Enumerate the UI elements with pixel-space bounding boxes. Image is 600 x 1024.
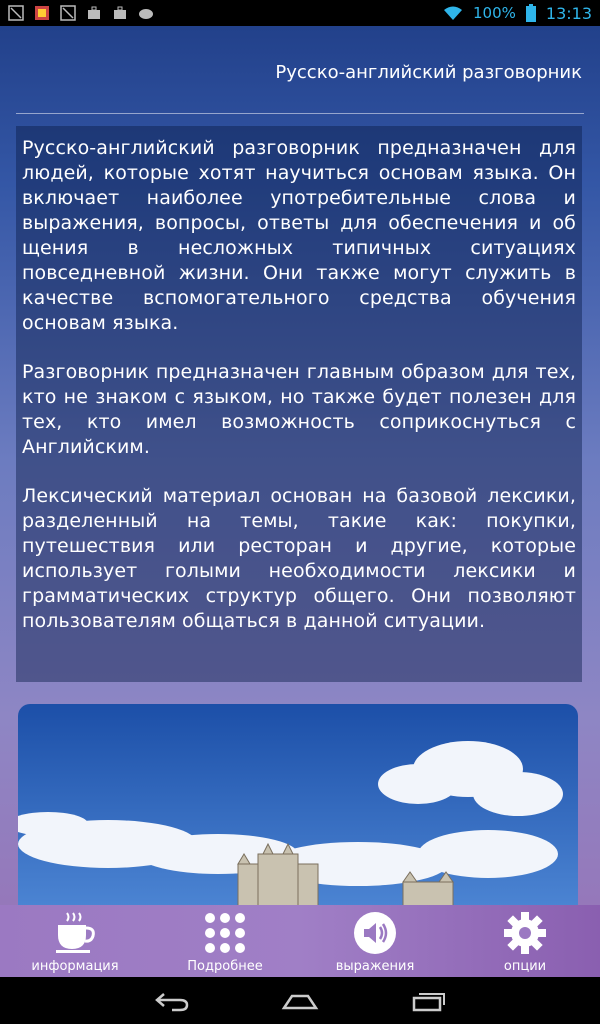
gear-icon — [503, 911, 547, 955]
grid-dots-icon — [203, 911, 247, 955]
notification-icon — [8, 5, 24, 21]
nav-item-more[interactable] — [150, 905, 300, 977]
coffee-cup-icon — [53, 911, 97, 955]
nav-label: Подробнее — [187, 959, 263, 974]
description-panel — [16, 126, 582, 682]
nav-label: выражения — [335, 959, 415, 974]
gamepad-icon — [138, 5, 154, 21]
nav-item-info[interactable] — [0, 905, 150, 977]
back-icon[interactable] — [154, 990, 190, 1012]
app-icon — [34, 5, 50, 21]
london-photo — [18, 704, 578, 914]
page-title: Русско-английский разговорник — [275, 62, 582, 83]
clock: 13:13 — [545, 3, 592, 23]
description-paragraph: Русско-английский разговорник предназначен для людей, которые хотят научиться основам языка. Он включает наиболее употребительные слова и выражения, вопросы, ответы для обеспечения и об щения в несложных типичных ситуациях повседневной жизни. Они также могут служить в качестве вспомогательного средства обучения основам языка. — [22, 137, 576, 334]
system-nav — [0, 977, 600, 1024]
status-system — [443, 4, 592, 23]
recent-apps-icon[interactable] — [410, 990, 446, 1012]
nav-item-options[interactable] — [450, 905, 600, 977]
status-notifications — [8, 5, 154, 21]
battery-percent: 100% — [473, 4, 516, 22]
notification-icon — [60, 5, 76, 21]
home-icon[interactable] — [280, 990, 320, 1012]
nav-item-phrases[interactable] — [300, 905, 450, 977]
status-bar — [0, 0, 600, 26]
speaker-icon — [353, 911, 397, 955]
description-paragraph: Разговорник предназначен главным образом для тех, кто не знаком с языком, но также будет полезен для тех, кто имел возможность соприкоснуться с Английским. — [22, 361, 576, 458]
bottom-nav — [0, 905, 600, 977]
nav-label: информация — [31, 959, 119, 974]
description-paragraph: Лексический материал основан на базовой лексики, разделенный на темы, такие как: покупки, путешествия или ресторан и другие, которые использует голыми необходимости лексики и грамматических структур общего. Они позволяют пользователям общаться в данной ситуации. — [22, 485, 576, 632]
briefcase-icon — [86, 5, 102, 21]
header — [16, 26, 584, 114]
briefcase-icon — [112, 5, 128, 21]
nav-label: опции — [503, 959, 547, 974]
battery-icon — [526, 4, 536, 22]
wifi-icon — [443, 5, 463, 21]
